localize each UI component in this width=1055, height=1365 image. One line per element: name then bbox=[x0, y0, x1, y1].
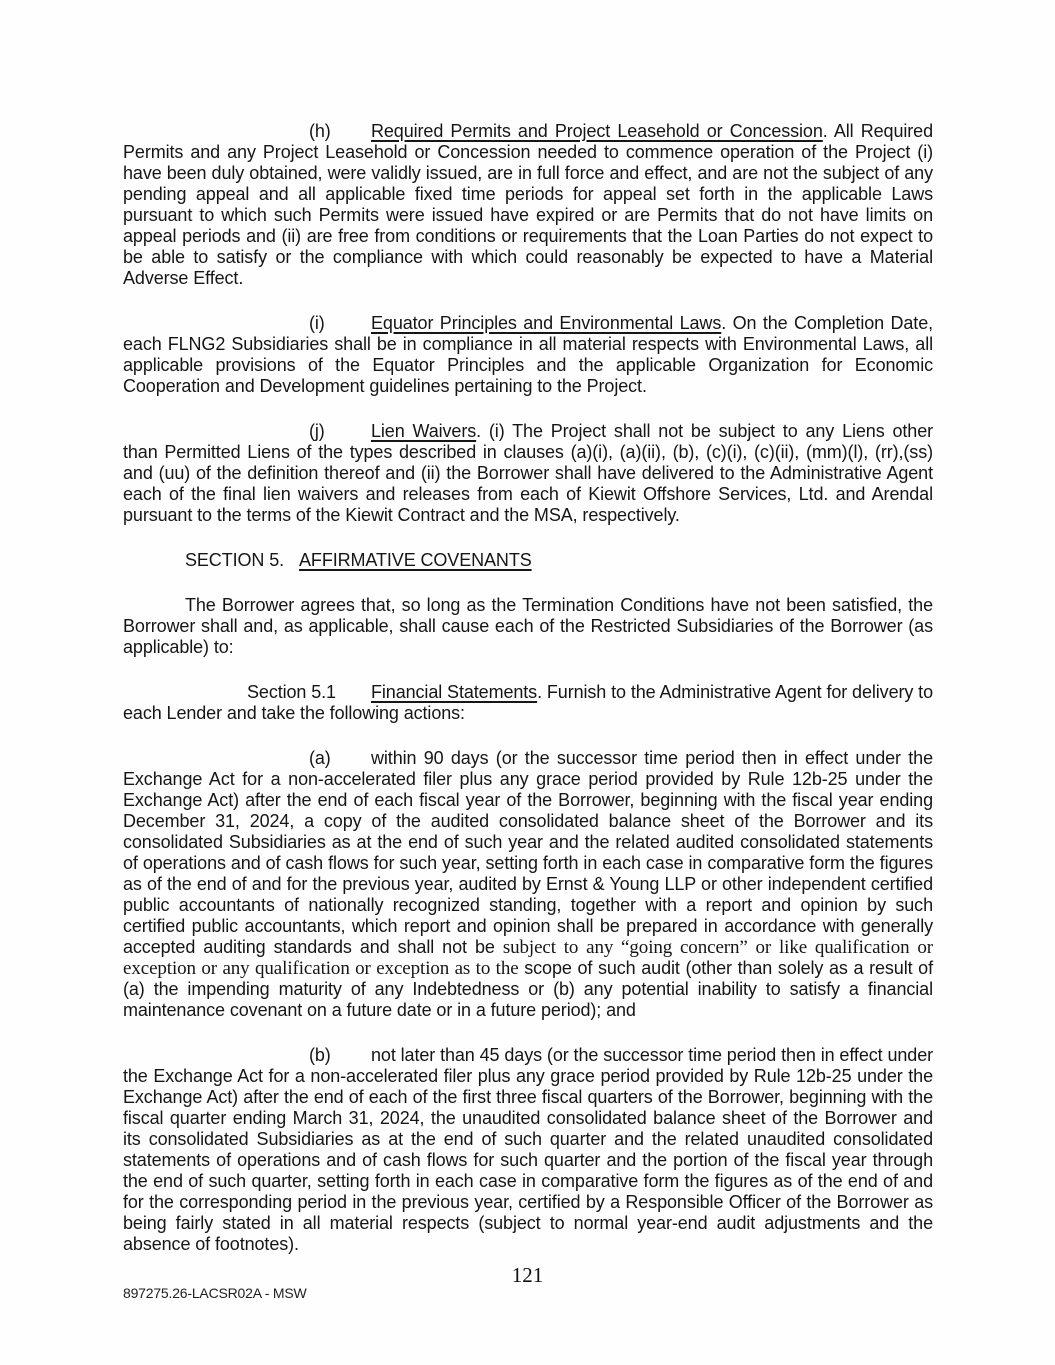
clause-i-body: . On the Completion Date, each FLNG2 Subsidiaries shall be in compliance in all material respects with Environmental Laws, all applicable provisions of the Equator Principles and the applicable Organization for Economic Cooperation and Development guidelines pertaining to the Project. bbox=[123, 313, 934, 396]
section-5-1-body: . Furnish to the Administrative Agent for delivery to each Lender and take the following actions: bbox=[123, 682, 933, 723]
section-5-1-number: Section 5.1 bbox=[247, 682, 336, 702]
clause-j-heading: Lien Waivers bbox=[371, 421, 477, 441]
clause-a-body-start: within 90 days (or the successor time period then in effect under the Exchange Act for a non-accelerated filer plus any grace period provided by Rule 12b-25 under the Exchange Act) after the end of each fiscal year of the Borrower, beginning with the fiscal year ending December 31, 2024, a copy of the audited consolidated balance sheet of the Borrower and its consolidated Subsidiaries as at the end of such year and the related audited consolidated statements of operations and of cash flows for such year, setting forth in each case in comparative form the figures as of the end of and for the previous year, audited by Ernst & Young LLP or other independent certified public accountants of nationally recognized standing, together with a report and opinion by such certified public accountants, which report and opinion shall be prepared in accordance with generally accepted auditing standards and shall not be bbox=[123, 748, 933, 957]
clause-i-label: (i) bbox=[309, 313, 325, 333]
section-5-number: SECTION 5. bbox=[185, 550, 285, 570]
document-id-footer: 897275.26-LACSR02A - MSW bbox=[123, 1285, 307, 1301]
clause-j-body: . (i) The Project shall not be subject to any Liens other than Permitted Liens of the types described in clauses (a)(i), (a)(ii), (b), (c)(i), (c)(ii), (mm)(l), (rr),(ss) and (uu) of the definition thereof and (ii) the Borrower shall have delivered to the Administrative Agent each of the final lien waivers and releases from each of Kiewit Offshore Services, Ltd. and Arendal pursuant to the terms of the Kiewit Contract and the MSA, respectively. bbox=[123, 421, 933, 525]
paragraph-clause-j bbox=[123, 421, 933, 526]
paragraph-intro: The Borrower agrees that, so long as the Termination Conditions have not been satisfied, the Borrower shall and, as applicable, shall cause each of the Restricted Subsidiaries of the Borrower (as applicable) to: bbox=[123, 595, 933, 657]
clause-j-label: (j) bbox=[309, 421, 325, 441]
page-number: 121 bbox=[511, 1263, 544, 1287]
clause-a-label: (a) bbox=[309, 748, 331, 768]
clause-h-body: . All Required Permits and any Project Leasehold or Concession needed to commence operation of the Project (i) have been duly obtained, were validly issued, are in full force and effect, and are not the subject of any pending appeal and all applicable fixed time periods for appeal set forth in the applicable Laws pursuant to which such Permits were issued have expired or are Permits that do not have limits on appeal periods and (ii) are free from conditions or requirements that the Loan Parties do not expect to be able to satisfy or the compliance with which could reasonably be expected to have a Material Adverse Effect. bbox=[123, 121, 933, 288]
clause-h-label: (h) bbox=[309, 121, 331, 141]
clause-h-heading: Required Permits and Project Leasehold or Concession bbox=[371, 121, 823, 141]
paragraph-clause-a bbox=[123, 748, 933, 1021]
paragraph-clause-h bbox=[123, 121, 933, 289]
clause-i-heading: Equator Principles and Environmental Laws bbox=[371, 313, 722, 333]
paragraph-clause-b bbox=[123, 1045, 933, 1255]
section-5-heading bbox=[123, 550, 933, 571]
paragraph-clause-i bbox=[123, 313, 933, 397]
section-5-title: AFFIRMATIVE COVENANTS bbox=[299, 550, 532, 570]
clause-b-label: (b) bbox=[309, 1045, 331, 1065]
clause-a-body-end: scope of such audit (other than solely as a result of (a) the impending maturity of any Indebtedness or (b) any potential inability to satisfy a financial maintenance covenant on a future date or in a future period); and bbox=[123, 958, 933, 1020]
clause-a-serif-segment: subject to any “going concern” or like qualification or exception or any qualification or exception as to the bbox=[123, 937, 934, 979]
section-5-1-title: Financial Statements bbox=[371, 682, 538, 702]
clause-b-body: not later than 45 days (or the successor time period then in effect under the Exchange Act for a non-accelerated filer plus any grace period provided by Rule 12b-25 under the Exchange Act) after the end of each of the first three fiscal quarters of the Borrower, beginning with the fiscal quarter ending March 31, 2024, the unaudited consolidated balance sheet of the Borrower and its consolidated Subsidiaries as at the end of such quarter and the related unaudited consolidated statements of operations and of cash flows for such quarter and the portion of the fiscal year through the end of such quarter, setting forth in each case in comparative form the figures as of the end of and for the corresponding period in the previous year, certified by a Responsible Officer of the Borrower as being fairly stated in all material respects (subject to normal year-end audit adjustments and the absence of footnotes). bbox=[123, 1045, 933, 1254]
paragraph-section-5-1 bbox=[123, 682, 933, 724]
page-content bbox=[123, 121, 933, 1279]
